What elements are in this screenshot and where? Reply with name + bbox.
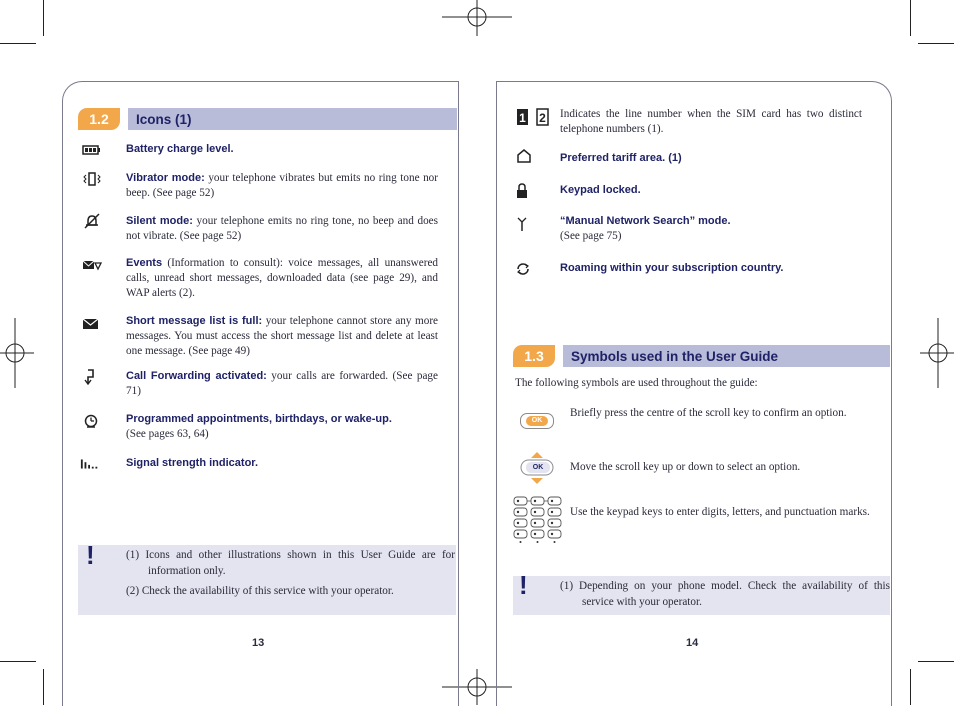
registration-mark-right [920,318,954,388]
tariff-area-icon [516,148,536,164]
symbol-press-text: Briefly press the centre of the scroll key to confirm an option. [570,407,847,419]
symbol-scroll-text: Move the scroll key up or down to select an option. [570,461,801,473]
ok-key-icon [520,413,554,429]
crop-mark [918,661,954,662]
entry-title: Silent mode: [126,215,193,227]
entry-roaming [560,261,862,276]
entry-title: “Manual Network Search” mode. [560,215,731,227]
call-forward-icon [82,369,102,385]
crop-mark [918,43,954,44]
entry-title: Programmed appointments, birthdays, or wake-up. [126,413,392,425]
entry-title: Keypad locked. [560,184,641,196]
crop-mark [0,43,36,44]
section-header-symbols [513,345,890,367]
roaming-icon [514,261,534,277]
line-number-icon [516,108,550,126]
crop-mark [43,669,44,705]
entry-text: your telephone emits no ring tone, no beep and does not vibrate. (See page 52) [126,215,438,242]
entry-call-forward [126,369,438,399]
scroll-key-label: OK [526,462,550,473]
ok-key-label: OK [526,416,548,426]
entry-keypad-locked [560,183,862,198]
entry-text: (See page 75) [560,230,622,242]
registration-mark-top [442,0,512,36]
entry-line-number [560,107,862,137]
battery-icon [82,142,102,158]
entry-title: Events [126,257,163,269]
footnote-right: (1) Depending on your phone model. Check the availability of this service with your operator. [560,580,890,608]
symbol-keypad-text: Use the keypad keys to enter digits, letters, and punctuation marks. [570,506,870,518]
alarm-clock-icon [82,413,102,429]
svg-text:2: 2 [539,111,546,125]
events-icon [82,257,102,273]
svg-text:1: 1 [519,111,526,125]
entry-title: Short message list is full: [126,315,263,327]
entry-title: Signal strength indicator. [126,457,259,469]
entry-tariff [560,151,862,166]
keypad-icon [512,495,564,545]
symbols-intro: The following symbols are used throughout the guide: [515,377,758,389]
entry-title: Vibrator mode: [126,172,205,184]
entry-network-search [560,214,862,244]
section-header-icons [78,108,457,130]
crop-mark [910,0,911,36]
crop-mark [43,0,44,36]
page-number-left: 13 [252,637,265,649]
crop-mark [910,669,911,705]
signal-strength-icon [80,456,100,472]
section-title: Symbols used in the User Guide [563,345,890,367]
entry-appointments [126,412,438,442]
section-number: 1.2 [78,108,120,130]
entry-vibrator [126,171,438,201]
registration-mark-left [0,318,34,388]
entry-title: Preferred tariff area. (1) [560,152,682,164]
section-number: 1.3 [513,345,555,367]
footnote-2: (2) Check the availability of this service with your operator. [126,585,394,597]
entry-text: your telephone vibrates but emits no ring tone nor beep. (See page 52) [126,172,439,199]
footnote-1: (1) Icons and other illustrations shown in this User Guide are for information only. [126,549,455,577]
entry-text: your telephone cannot store any more messages. You must access the short message list and delete at least one message. (See page 49) [126,315,439,357]
crop-mark [0,661,36,662]
vibrator-icon [82,171,102,187]
entry-text: (Information to consult): voice messages, all unanswered calls, unread short messages, downloaded data (see page 29), and WAP alerts (2). [126,257,438,299]
entry-text: your calls are forwarded. (See page 71) [126,370,438,397]
entry-message-full [126,314,438,359]
entry-battery [126,142,438,157]
section-title: Icons (1) [128,108,457,130]
silent-icon [82,213,102,229]
entry-text: (See pages 63, 64) [126,428,209,440]
entry-signal [126,456,438,471]
entry-silent [126,214,438,244]
entry-events [126,256,438,301]
entry-title: Battery charge level. [126,143,234,155]
entry-text: Indicates the line number when the SIM card has two distinct telephone numbers (1). [560,108,862,135]
keypad-locked-icon [514,183,534,199]
entry-title: Call Forwarding activated: [126,370,267,382]
entry-title: Roaming within your subscription country. [560,262,784,274]
exclamation-icon: ! [86,540,95,570]
message-full-icon [82,316,102,332]
page-number-right: 14 [686,637,699,649]
network-search-icon [514,216,534,232]
exclamation-icon: ! [519,570,528,600]
